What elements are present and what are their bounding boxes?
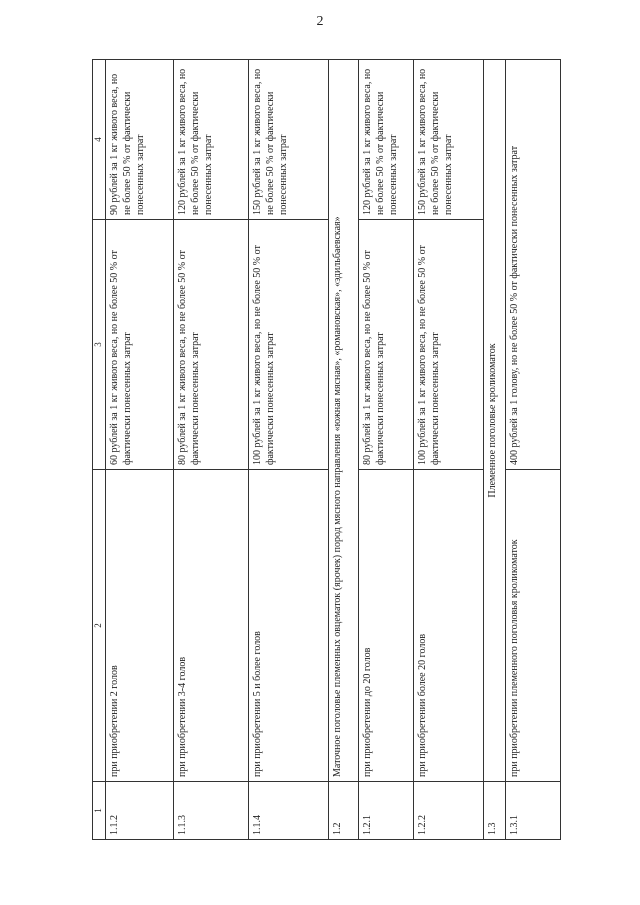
table-row [248, 60, 328, 840]
header-cell: 4 [93, 60, 106, 220]
row-description: при приобретении племенного поголовья кроликоматок [505, 470, 560, 782]
rate-cell: 120 рублей за 1 кг живого веса, но не более 50 % от фактически понесенных затрат [173, 60, 248, 220]
rate-cell: 120 рублей за 1 кг живого веса, но не более 50 % от фактически понесенных затрат [358, 60, 413, 220]
row-description: при приобретении до 20 голов [358, 470, 413, 782]
row-description: при приобретении более 20 голов [413, 470, 483, 782]
header-row [93, 60, 106, 840]
row-number: 1.2.2 [413, 782, 483, 840]
rate-cell: 90 рублей за 1 кг живого веса, но не более 50 % от фактически понесенных затрат [105, 60, 173, 220]
section-number: 1.2 [328, 782, 358, 840]
row-description: при приобретении 3-4 голов [173, 470, 248, 782]
section-row [483, 60, 505, 840]
subsidy-table [92, 59, 561, 840]
row-number: 1.2.1 [358, 782, 413, 840]
table-row [105, 60, 173, 840]
rate-cell: 100 рублей за 1 кг живого веса, но не более 50 % от фактически понесенных затрат [413, 220, 483, 470]
rotated-table-wrapper [92, 60, 552, 840]
row-number: 1.1.4 [248, 782, 328, 840]
header-cell: 2 [93, 470, 106, 782]
table-row [358, 60, 413, 840]
page-number: 2 [316, 14, 324, 29]
rate-cell: 60 рублей за 1 кг живого веса, но не более 50 % от фактически понесенных затрат [105, 220, 173, 470]
rate-cell: 80 рублей за 1 кг живого веса, но не более 50 % от фактически понесенных затрат [173, 220, 248, 470]
rate-cell: 100 рублей за 1 кг живого веса, но не более 50 % от фактически понесенных затрат [248, 220, 328, 470]
section-title: Маточное поголовье племенных овцематок (ярочек) пород мясного направления «южная мясная», «романовская», «эдильбаевская» [328, 60, 358, 782]
header-cell: 3 [93, 220, 106, 470]
table-row [505, 60, 560, 840]
header-cell: 1 [93, 782, 106, 840]
section-row [328, 60, 358, 840]
table-row [413, 60, 483, 840]
rate-cell: 150 рублей за 1 кг живого веса, но не более 50 % от фактически понесенных затрат [413, 60, 483, 220]
rate-cell: 80 рублей за 1 кг живого веса, но не более 50 % от фактически понесенных затрат [358, 220, 413, 470]
row-description: при приобретении 2 голов [105, 470, 173, 782]
row-number: 1.1.3 [173, 782, 248, 840]
row-number: 1.3.1 [505, 782, 560, 840]
section-title: Племенное поголовье кроликоматок [483, 60, 505, 782]
rate-cell: 150 рублей за 1 кг живого веса, но не более 50 % от фактически понесенных затрат [248, 60, 328, 220]
row-number: 1.1.2 [105, 782, 173, 840]
section-number: 1.3 [483, 782, 505, 840]
row-description: при приобретении 5 и более голов [248, 470, 328, 782]
rate-cell: 400 рублей за 1 голову, но не более 50 % от фактически понесенных затрат [505, 60, 560, 470]
table-row [173, 60, 248, 840]
